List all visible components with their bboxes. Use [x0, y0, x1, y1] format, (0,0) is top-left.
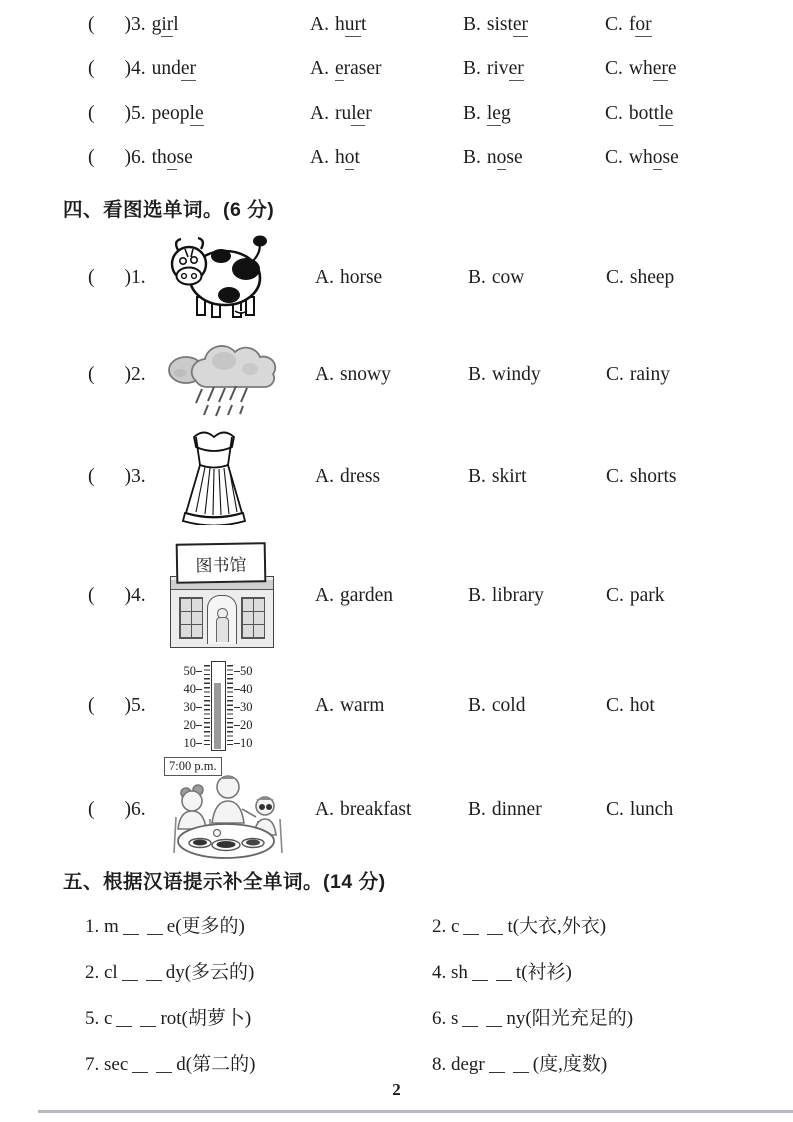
- option-c[interactable]: C. whose: [605, 147, 679, 168]
- option-c[interactable]: C. hot: [606, 695, 655, 716]
- picture-question-row: [0, 543, 793, 649]
- answer-blank[interactable]: ( )6.: [88, 799, 146, 820]
- option-c[interactable]: C. rainy: [606, 364, 670, 385]
- word-blank[interactable]: [156, 1071, 172, 1073]
- option-b[interactable]: B. library: [468, 585, 544, 606]
- word-blank[interactable]: [123, 933, 139, 935]
- paren-close: ): [124, 14, 131, 35]
- option-a[interactable]: A. hot: [310, 147, 360, 168]
- item-number: 2.: [85, 962, 100, 983]
- chinese-hint: (阳光充足的): [525, 1008, 634, 1029]
- option-a[interactable]: A. horse: [315, 267, 383, 288]
- question-number: 3.: [131, 14, 146, 35]
- fill-item: 4. sh t(衬衫): [432, 962, 572, 983]
- question-number: 6.: [131, 799, 146, 820]
- page-bottom-rule: [38, 1110, 793, 1113]
- mercury-level: [214, 683, 221, 749]
- option-c[interactable]: C. where: [605, 58, 677, 79]
- picture-question-row: [0, 428, 793, 525]
- window-right: [241, 597, 265, 639]
- picture-question-row: [0, 231, 793, 325]
- question-number: 5.: [131, 695, 146, 716]
- option-a[interactable]: A. hurt: [310, 14, 367, 35]
- option-a[interactable]: A. eraser: [310, 58, 382, 79]
- word-blank[interactable]: [122, 979, 138, 981]
- picture-question-row: [0, 661, 793, 751]
- fill-item: 2. cl dy(多云的): [85, 962, 255, 983]
- option-a[interactable]: A. ruler: [310, 103, 372, 124]
- option-b[interactable]: B. sister: [463, 14, 529, 35]
- word-blank[interactable]: [140, 1025, 156, 1027]
- item-number: 2.: [432, 916, 447, 937]
- paren-open: (: [88, 147, 95, 168]
- word-blank[interactable]: [487, 933, 503, 935]
- option-b[interactable]: B. nose: [463, 147, 523, 168]
- option-b[interactable]: B. skirt: [468, 465, 527, 487]
- dinner-image: [162, 757, 294, 863]
- item-number: 1.: [85, 916, 100, 937]
- question-number: 5.: [131, 103, 146, 124]
- cow-image: [165, 231, 277, 325]
- question-number: 3.: [131, 465, 146, 487]
- option-c[interactable]: C. lunch: [606, 799, 674, 820]
- rain-cloud-image: [162, 333, 286, 417]
- item-number: 7.: [85, 1054, 100, 1075]
- question-number: 6.: [131, 147, 146, 168]
- question-number: 1.: [131, 267, 146, 288]
- fill-item: 7. sec d(第二的): [85, 1054, 256, 1075]
- word-blank[interactable]: [463, 933, 479, 935]
- word-blank[interactable]: [132, 1071, 148, 1073]
- answer-blank[interactable]: ( )1.: [88, 267, 146, 288]
- option-c[interactable]: C. shorts: [606, 465, 677, 487]
- option-c[interactable]: C. sheep: [606, 267, 675, 288]
- paren-open: (: [88, 103, 95, 124]
- paren-open: (: [88, 14, 95, 35]
- picture-question-row: [0, 757, 793, 863]
- paren-close: ): [124, 147, 131, 168]
- item-number: 4.: [432, 962, 447, 983]
- option-a[interactable]: A. snowy: [315, 364, 391, 385]
- page-number: 2: [392, 1080, 401, 1099]
- chinese-hint: (大衣,外衣): [512, 916, 607, 937]
- section-5-title: 五、根据汉语提示补全单词。(14 分): [63, 871, 386, 893]
- time-label: 7:00 p.m.: [164, 757, 222, 776]
- option-b[interactable]: B. cold: [468, 695, 526, 716]
- library-sign: 图书馆: [176, 542, 267, 584]
- chinese-hint: (度,度数): [532, 1054, 608, 1075]
- answer-blank[interactable]: [88, 103, 204, 125]
- question-number: 4.: [131, 58, 146, 79]
- question-row: [0, 103, 793, 135]
- question-row: [0, 147, 793, 179]
- item-number: 6.: [432, 1008, 447, 1029]
- fill-item: 5. c rot(胡萝卜): [85, 1008, 252, 1029]
- word-blank[interactable]: [513, 1071, 529, 1073]
- stem-word: under: [151, 58, 197, 79]
- option-c[interactable]: C. park: [606, 585, 665, 606]
- chinese-hint: (胡萝卜): [181, 1008, 252, 1029]
- answer-blank[interactable]: ( )2.: [88, 364, 146, 385]
- option-a[interactable]: A. breakfast: [315, 799, 412, 820]
- answer-blank[interactable]: ( )3.: [88, 465, 146, 487]
- item-number: 5.: [85, 1008, 100, 1029]
- fill-item: 6. s ny(阳光充足的): [432, 1008, 634, 1029]
- answer-blank[interactable]: ( )4.: [88, 585, 146, 606]
- word-blank[interactable]: [146, 979, 162, 981]
- picture-question-row: [0, 333, 793, 417]
- door: [207, 595, 237, 644]
- option-a[interactable]: A. warm: [315, 695, 385, 716]
- question-row: [0, 58, 793, 90]
- fill-item: 2. c t(大衣,外衣): [432, 916, 607, 937]
- option-a[interactable]: A. garden: [315, 585, 394, 606]
- option-a[interactable]: A. dress: [315, 465, 381, 487]
- dress-image: [172, 428, 256, 525]
- stem-word: those: [151, 147, 193, 168]
- answer-blank[interactable]: [88, 58, 196, 80]
- library-image: [168, 543, 278, 649]
- option-b[interactable]: B. windy: [468, 364, 541, 385]
- thermometer-image: 50 40 30 20 10 50 40 30 20 10: [162, 661, 274, 751]
- answer-blank[interactable]: [88, 147, 193, 169]
- chinese-hint: (多云的): [184, 962, 255, 983]
- chinese-hint: (第二的): [185, 1054, 256, 1075]
- word-blank[interactable]: [462, 1025, 478, 1027]
- option-c[interactable]: C. for: [605, 14, 652, 35]
- option-b[interactable]: B. leg: [463, 103, 511, 124]
- question-number: 4.: [131, 585, 146, 606]
- option-c[interactable]: C. bottle: [605, 103, 674, 124]
- word-blank[interactable]: [496, 979, 512, 981]
- answer-blank[interactable]: ( )5.: [88, 695, 146, 716]
- word-blank[interactable]: [486, 1025, 502, 1027]
- option-b[interactable]: B. river: [463, 58, 524, 79]
- window-left: [179, 597, 203, 639]
- question-number: 2.: [131, 364, 146, 385]
- fill-in-words-grid: [85, 911, 725, 1076]
- fill-item: 8. degr (度,度数): [432, 1054, 608, 1075]
- paren-close: ): [124, 103, 131, 124]
- question-row: [0, 14, 793, 46]
- item-number: 8.: [432, 1054, 447, 1075]
- word-blank[interactable]: [489, 1071, 505, 1073]
- fill-item: 1. m e(更多的): [85, 916, 245, 937]
- stem-word: people: [151, 103, 204, 124]
- answer-blank[interactable]: [88, 14, 179, 36]
- word-blank[interactable]: [472, 979, 488, 981]
- chinese-hint: (更多的): [175, 916, 245, 937]
- word-blank[interactable]: [147, 933, 163, 935]
- paren-close: ): [124, 58, 131, 79]
- word-blank[interactable]: [116, 1025, 132, 1027]
- stem-word: girl: [151, 14, 179, 35]
- section-4-title: 四、看图选单词。(6 分): [63, 199, 275, 221]
- option-b[interactable]: B. cow: [468, 267, 525, 288]
- paren-open: (: [88, 58, 95, 79]
- option-b[interactable]: B. dinner: [468, 799, 542, 820]
- chinese-hint: (衬衫): [521, 962, 572, 983]
